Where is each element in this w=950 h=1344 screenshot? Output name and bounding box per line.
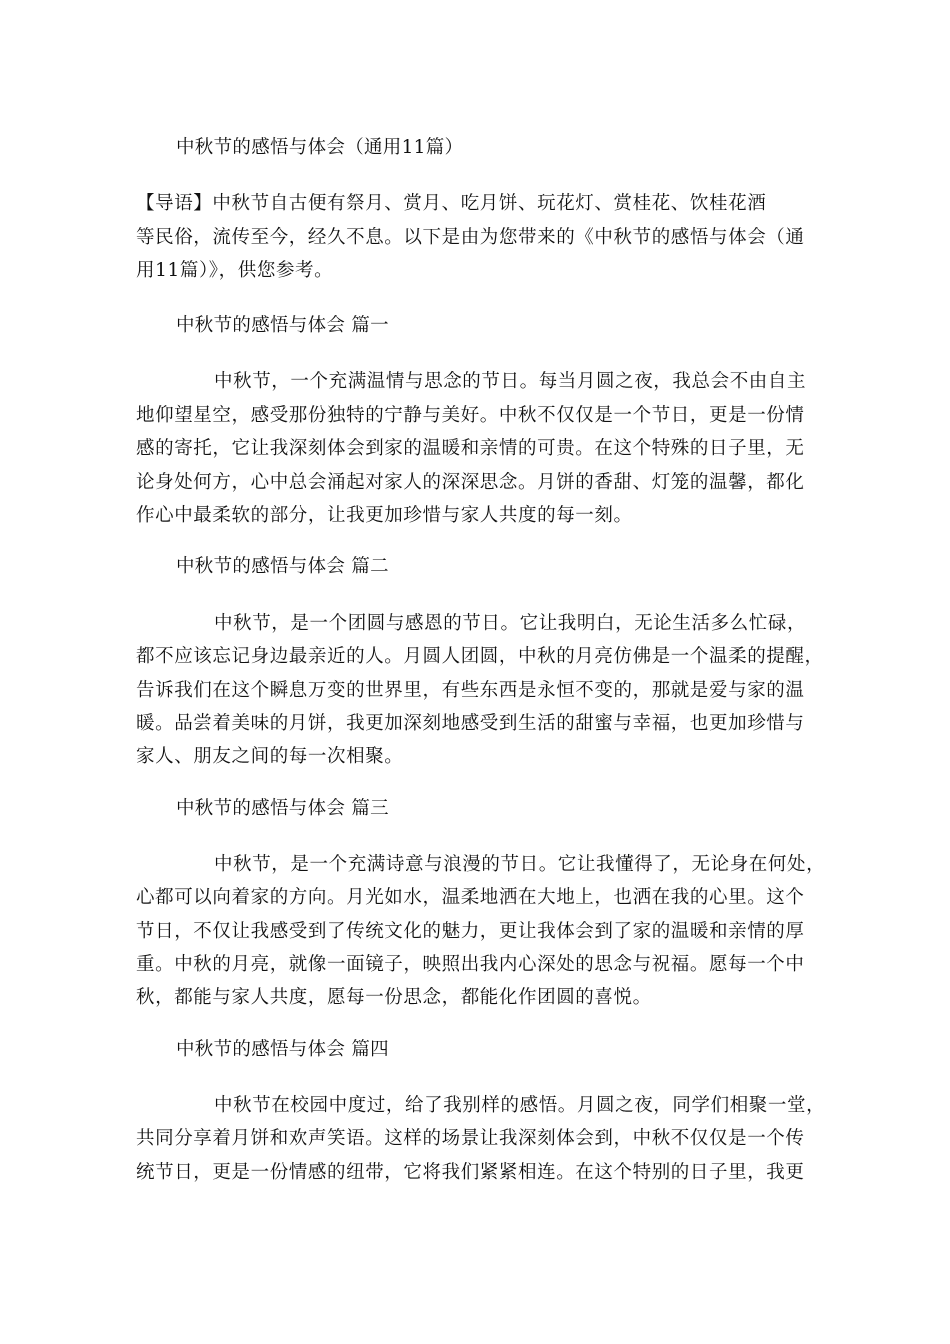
paragraph-line: 告诉我们在这个瞬息万变的世界里，有些东西是永恒不变的，那就是爱与家的温 — [136, 680, 805, 701]
paragraph-line: 地仰望星空，感受那份独特的宁静与美好。中秋不仅仅是一个节日，更是一份情 — [136, 405, 805, 426]
intro-line: 等民俗，流传至今，经久不息。以下是由为您带来的《中秋节的感悟与体会（通 — [136, 227, 805, 248]
section-heading: 中秋节的感悟与体会 篇一 — [176, 315, 389, 336]
paragraph-line: 中秋节，一个充满温情与思念的节日。每当月圆之夜，我总会不由自主 — [214, 371, 807, 392]
paragraph-line: 统节日，更是一份情感的纽带，它将我们紧紧相连。在这个特别的日子里，我更 — [136, 1162, 805, 1183]
intro-line: 用11篇）》，供您参考。 — [136, 260, 334, 281]
paragraph-line: 共同分享着月饼和欢声笑语。这样的场景让我深刻体会到，中秋不仅仅是一个传 — [136, 1128, 805, 1149]
paragraph-line: 中秋节，是一个充满诗意与浪漫的节日。它让我懂得了，无论身在何处， — [214, 854, 826, 875]
section-heading: 中秋节的感悟与体会 篇四 — [176, 1039, 389, 1060]
paragraph-line: 论身处何方，心中总会涌起对家人的深深思念。月饼的香甜、灯笼的温馨，都化 — [136, 472, 805, 493]
paragraph-line: 家人、朋友之间的每一次相聚。 — [136, 746, 404, 767]
paragraph-line: 中秋节，是一个团圆与感恩的节日。它让我明白，无论生活多么忙碌， — [214, 613, 807, 634]
paragraph-line: 感的寄托，它让我深刻体会到家的温暖和亲情的可贵。在这个特殊的日子里，无 — [136, 438, 805, 459]
section-heading: 中秋节的感悟与体会 篇三 — [176, 798, 389, 819]
paragraph-line: 重。中秋的月亮，就像一面镜子，映照出我内心深处的思念与祝福。愿每一个中 — [136, 954, 805, 975]
paragraph-line: 心都可以向着家的方向。月光如水，温柔地洒在大地上，也洒在我的心里。这个 — [136, 887, 805, 908]
paragraph-line: 节日，不仅让我感受到了传统文化的魅力，更让我体会到了家的温暖和亲情的厚 — [136, 921, 805, 942]
paragraph-line: 中秋节在校园中度过，给了我别样的感悟。月圆之夜，同学们相聚一堂， — [214, 1095, 826, 1116]
document-title: 中秋节的感悟与体会（通用11篇） — [176, 137, 464, 158]
paragraph-line: 都不应该忘记身边最亲近的人。月圆人团圆，中秋的月亮仿佛是一个温柔的提醒， — [136, 646, 824, 667]
paragraph-line: 暖。品尝着美味的月饼，我更加深刻地感受到生活的甜蜜与幸福，也更加珍惜与 — [136, 713, 805, 734]
intro-line: 【导语】中秋节自古便有祭月、赏月、吃月饼、玩花灯、赏桂花、饮桂花酒 — [136, 193, 767, 214]
section-heading: 中秋节的感悟与体会 篇二 — [176, 556, 389, 577]
paragraph-line: 作心中最柔软的部分，让我更加珍惜与家人共度的每一刻。 — [136, 505, 633, 526]
paragraph-line: 秋，都能与家人共度，愿每一份思念，都能化作团圆的喜悦。 — [136, 987, 652, 1008]
